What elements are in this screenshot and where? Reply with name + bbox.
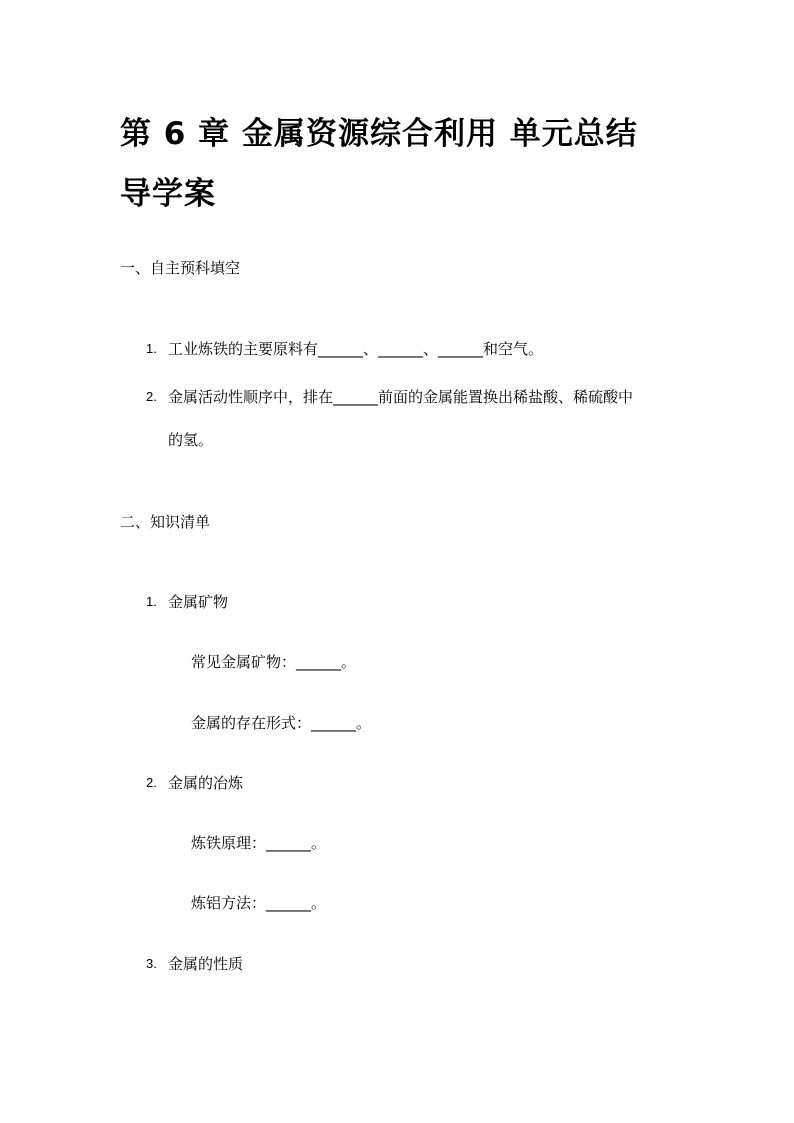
s1-item-2-text: 金属活动性顺序中，排在______前面的金属能置换出稀盐酸、稀硫酸中 <box>168 388 634 406</box>
s2-item-1-sub-2: 金属的存在形式：______。 <box>191 714 372 732</box>
s2-item-1-number: 1. <box>146 594 157 609</box>
s2-item-1-sub-1: 常见金属矿物：______。 <box>191 653 357 671</box>
s2-item-2-number: 2. <box>146 775 157 790</box>
s2-item-2-sub-1: 炼铁原理：______。 <box>191 834 327 852</box>
s1-item-1-text: 工业炼铁的主要原料有______、______、______和空气。 <box>168 340 544 358</box>
s1-item-2-text-continued: 的氢。 <box>168 431 214 449</box>
s2-item-2-sub-2: 炼铝方法：______。 <box>191 894 327 912</box>
s2-item-2-text: 金属的冶炼 <box>168 774 244 792</box>
section-2-heading: 二、知识清单 <box>120 513 211 531</box>
page-title-line-2: 导学案 <box>120 176 216 212</box>
section-1-heading: 一、自主预科填空 <box>120 259 241 277</box>
s1-item-1-number: 1. <box>146 341 157 356</box>
s1-item-2-number: 2. <box>146 389 157 404</box>
s2-item-3-number: 3. <box>146 956 157 971</box>
s2-item-1-text: 金属矿物 <box>168 593 229 611</box>
s2-item-3-text: 金属的性质 <box>168 955 244 973</box>
page-title-line-1: 第 6 章 金属资源综合利用 单元总结 <box>120 116 638 152</box>
